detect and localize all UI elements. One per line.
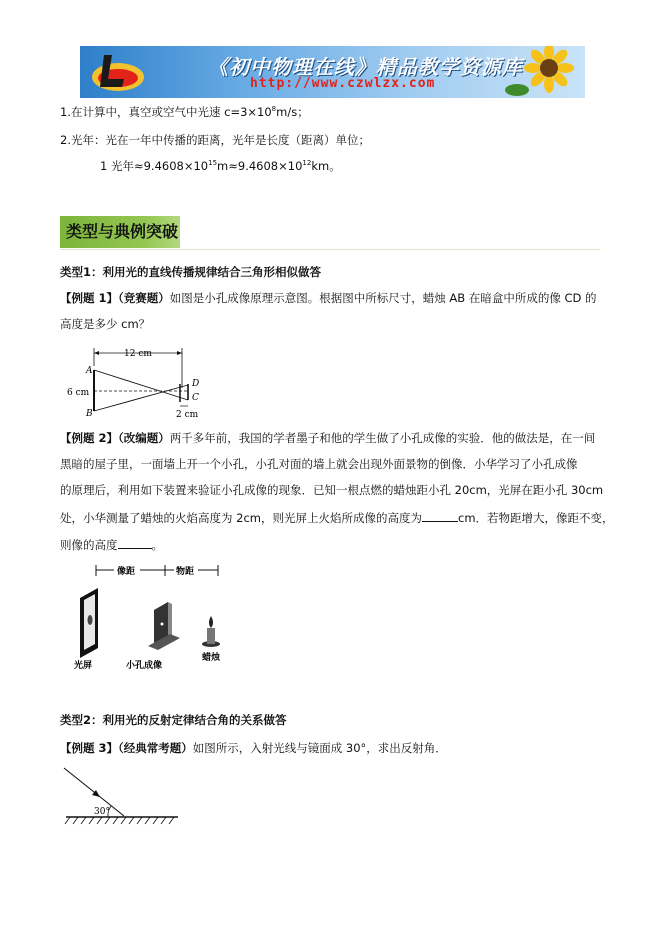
note-light-year-value: 1 光年$\approx 9.4608\times 10^{15}m\approx 9.4608\times 10^{12}km$。 (100, 159, 341, 173)
example2-text-2: 黑暗的屋子里，一面墙上开一个小孔，小孔对面的墙上就会出现外面景物的倒像．小华学习了小孔成像 (60, 457, 578, 471)
type2-heading: 类型2：利用光的反射定律结合角的关系做答 (60, 713, 287, 727)
note-light-year: 2.光年：光在一年中传播的距离，光年是长度（距离）单位； (60, 133, 370, 147)
note-light-speed: 1.在计算中，真空或空气中光速 $c=3\times 10^8m/s$； (60, 105, 309, 119)
object-distance-label: 物距 (176, 567, 195, 577)
example2-text-3: 的原理后，利用如下装置来验证小孔成像的现象．已知一根点燃的蜡烛距小孔 20cm，光屏在距小孔 30cm (60, 483, 604, 497)
pinhole-label: 小孔成像 (126, 661, 163, 671)
example2-text-4: 处，小华测量了蜡烛的火焰高度为 2cm，则光屏上火焰所成像的高度为 cm．若物距增大，像距不变， (60, 511, 614, 525)
angle-label: 30° (94, 807, 110, 817)
type1-heading: 类型1：利用光的直线传播规律结合三角形相似做答 (60, 265, 321, 279)
section-title: 类型与典例突破 (60, 216, 180, 248)
answer-blank-1[interactable] (422, 509, 458, 522)
dim-2cm-label: 2 cm (176, 410, 199, 420)
banner-title: 《初中物理在线》精品教学资源库 (208, 55, 523, 79)
section-divider (60, 249, 600, 250)
example1-text-cont: 高度是多少 cm？ (60, 317, 151, 331)
image-distance-label: 像距 (117, 567, 136, 577)
screen-label: 光屏 (74, 661, 93, 671)
sunflower-icon (505, 46, 585, 98)
example2-text: 【例题 2】（改编题）两千多年前，我国的学者墨子和他的学生做了小孔成像的实验．他的做法是，在一间 (60, 431, 596, 445)
candle-icon (202, 616, 220, 647)
header-banner (80, 46, 585, 98)
screen-icon (80, 588, 98, 658)
point-a-label: A (86, 366, 93, 376)
example3-text: 【例题 3】（经典常考题）如图所示，入射光线与镜面成 30°，求出反射角． (60, 741, 447, 755)
point-c-label: C (192, 393, 199, 403)
apparatus-diagram (70, 562, 240, 672)
example2-text-5: 则像的高度 。 (60, 538, 163, 552)
point-d-label: D (192, 379, 200, 389)
example1-text: 【例题 1】（竞赛题）如图是小孔成像原理示意图。根据图中所标尺寸，蜡烛 AB 在暗盒中所成的像 CD 的 (60, 291, 597, 305)
logo-icon (88, 49, 148, 95)
mirror-diagram (62, 762, 182, 828)
dim-6cm-label: 6 cm (67, 388, 90, 398)
pinhole-board-icon (148, 602, 180, 650)
candle-label: 蜡烛 (202, 653, 221, 663)
pinhole-diagram (62, 340, 212, 420)
point-b-label: B (86, 409, 93, 419)
dim-12cm-label: 12 cm (124, 349, 152, 359)
banner-url[interactable]: http://www.czwlzx.com (250, 76, 436, 91)
answer-blank-2[interactable] (118, 536, 152, 549)
